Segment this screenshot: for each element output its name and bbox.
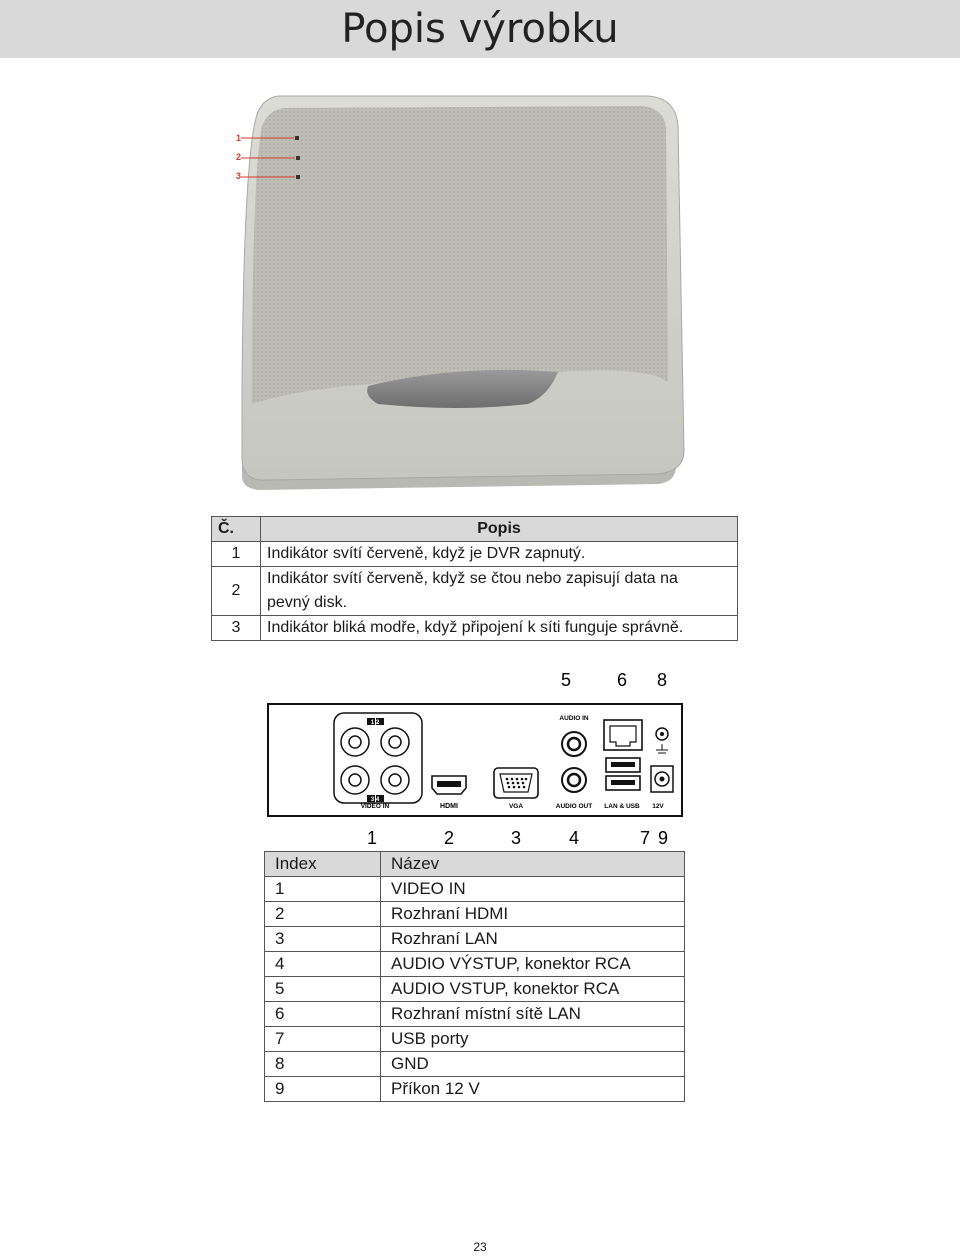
row-number: 1 (212, 542, 261, 567)
led-3 (296, 175, 300, 179)
led-1 (295, 136, 299, 140)
port-index: 5 (265, 977, 381, 1002)
port-index: 4 (265, 952, 381, 977)
table-row (265, 927, 685, 952)
callout-2: 2 (443, 828, 455, 848)
column-header-number: Č. (212, 517, 261, 542)
port-name: Rozhraní místní sítě LAN (381, 1002, 685, 1027)
table-row (265, 1052, 685, 1077)
port-name: GND (381, 1052, 685, 1077)
led-label-2: 2 (236, 152, 242, 162)
row-description: Indikátor svítí červeně, když se čtou nebo zapisují data na pevný disk. (261, 567, 738, 616)
table-row (212, 542, 738, 567)
callout-9: 9 (657, 828, 669, 848)
callout-3: 3 (510, 828, 522, 848)
led-label-3: 3 (236, 171, 242, 181)
callout-4: 4 (568, 828, 580, 848)
column-header-description: Popis (261, 517, 738, 542)
page-title: Popis výrobku (341, 6, 619, 52)
led-description-table (211, 516, 738, 641)
lan-usb-label: LAN & USB (604, 803, 640, 810)
table-row (212, 616, 738, 641)
table-row (265, 902, 685, 927)
row-number: 2 (212, 567, 261, 616)
led-label-1: 1 (236, 133, 242, 143)
audio-out-label: AUDIO OUT (555, 803, 593, 810)
led-2 (296, 156, 300, 160)
port-index: 6 (265, 1002, 381, 1027)
power-label: 12V (652, 803, 664, 810)
row-description: Indikátor bliká modře, když připojení k síti funguje správně. (261, 616, 738, 641)
vga-label: VGA (508, 803, 524, 810)
table-row (265, 1077, 685, 1102)
row-number: 3 (212, 616, 261, 641)
table-row (265, 952, 685, 977)
hdmi-label: HDMI (440, 803, 458, 810)
callout-5: 5 (560, 670, 572, 690)
table-row (265, 977, 685, 1002)
port-index: 2 (265, 902, 381, 927)
table-row (265, 1002, 685, 1027)
rear-panel-diagram (262, 668, 692, 850)
table-header-row (265, 852, 685, 877)
port-name: AUDIO VSTUP, konektor RCA (381, 977, 685, 1002)
port-index: 1 (265, 877, 381, 902)
port-name: USB porty (381, 1027, 685, 1052)
callout-8: 8 (656, 670, 668, 690)
row-description: Indikátor svítí červeně, když je DVR zapnutý. (261, 542, 738, 567)
column-header-index: Index (265, 852, 381, 877)
ports-table (264, 851, 685, 1102)
page-number: 23 (473, 1240, 487, 1254)
port-name: VIDEO IN (381, 877, 685, 902)
callout-6: 6 (616, 670, 628, 690)
ch12-label: 1 2 (370, 720, 380, 726)
port-index: 7 (265, 1027, 381, 1052)
port-name: Příkon 12 V (381, 1077, 685, 1102)
dvr-product-image (228, 86, 688, 496)
callout-1: 1 (366, 828, 378, 848)
callout-7: 7 (639, 828, 651, 848)
audio-in-label: AUDIO IN (559, 715, 589, 722)
port-index: 9 (265, 1077, 381, 1102)
ch34-label: 3 4 (370, 797, 380, 803)
table-row (265, 877, 685, 902)
port-name: Rozhraní LAN (381, 927, 685, 952)
port-name: AUDIO VÝSTUP, konektor RCA (381, 952, 685, 977)
table-row (265, 1027, 685, 1052)
column-header-name: Název (381, 852, 685, 877)
video-in-label: VIDEO IN (360, 803, 390, 810)
port-name: Rozhraní HDMI (381, 902, 685, 927)
table-row (212, 567, 738, 616)
port-index: 8 (265, 1052, 381, 1077)
port-index: 3 (265, 927, 381, 952)
table-header-row (212, 517, 738, 542)
